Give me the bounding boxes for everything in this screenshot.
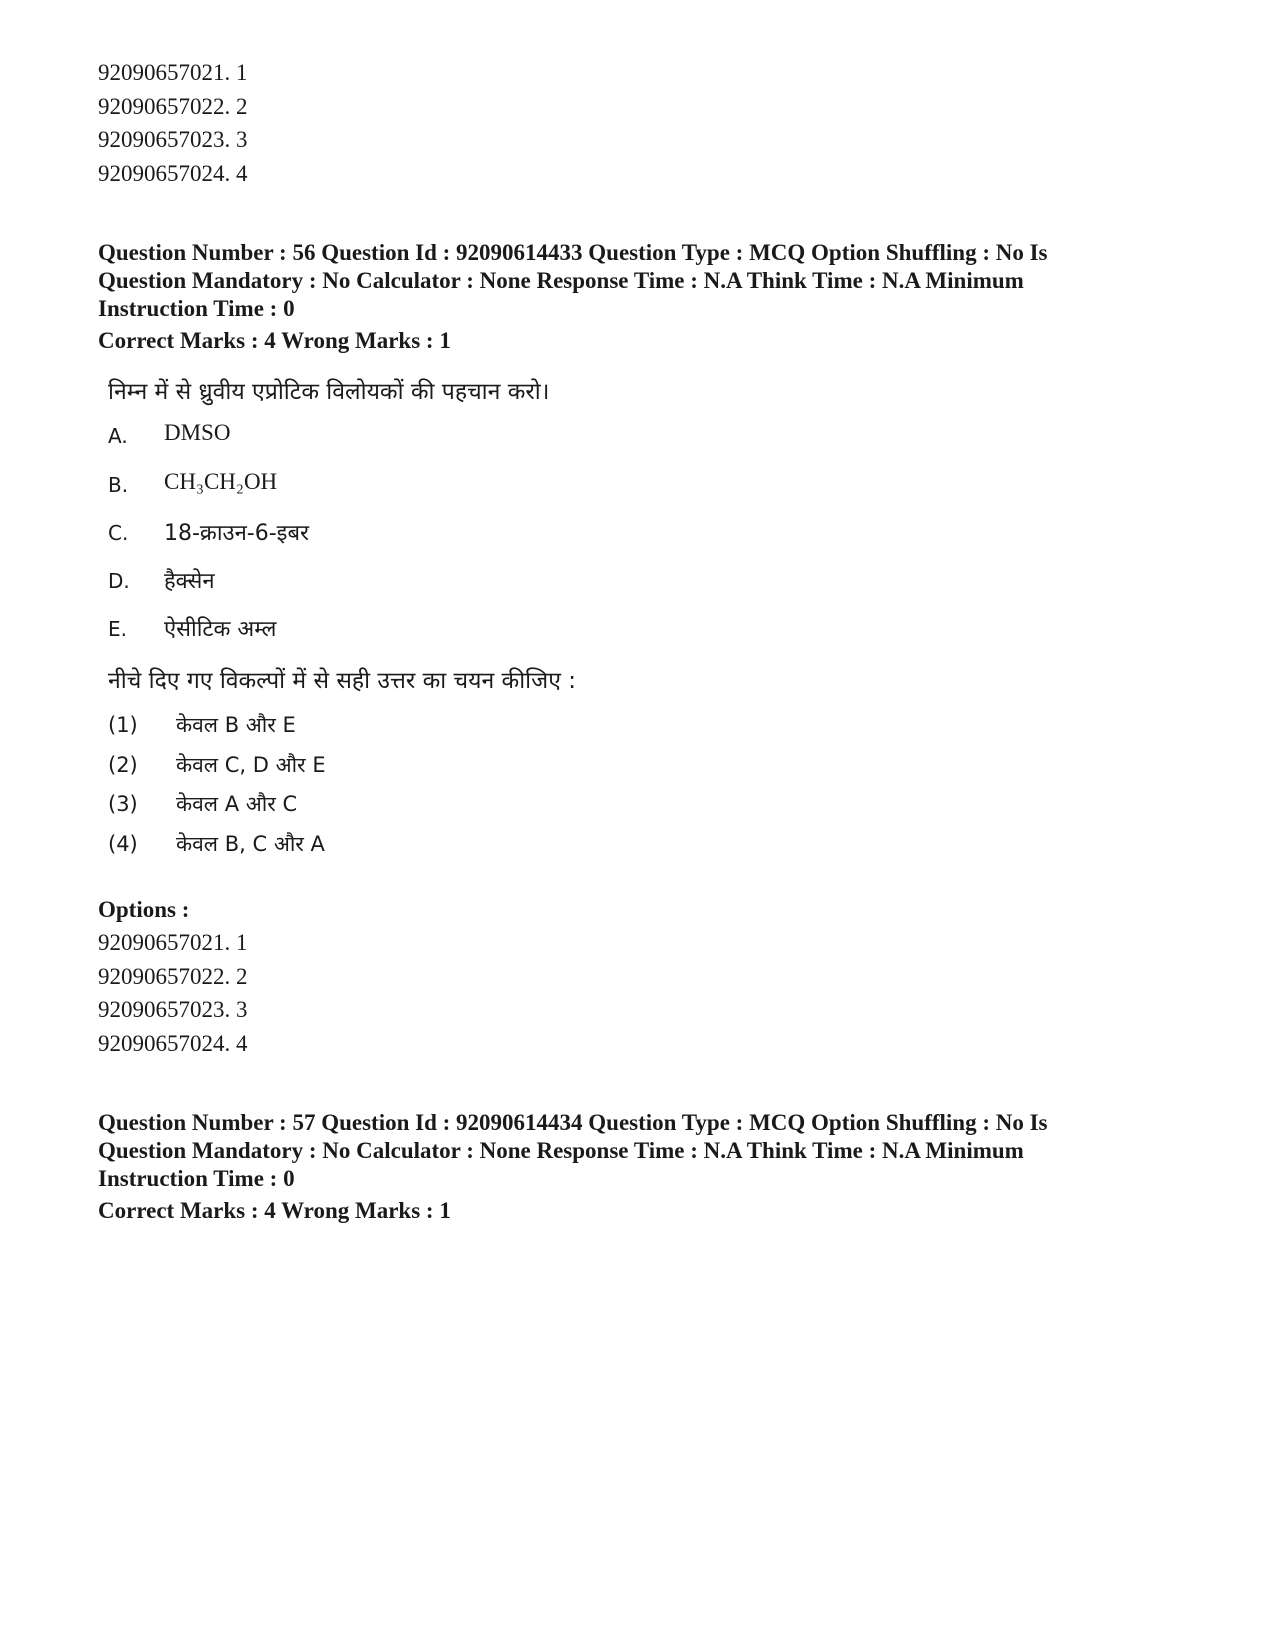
- option-line: 92090657021. 1: [98, 60, 248, 85]
- choice-number: (3): [108, 792, 138, 816]
- choice-text: केवल B, C और A: [176, 832, 325, 856]
- choice-number: (4): [108, 832, 138, 856]
- options-label: Options :: [98, 897, 190, 922]
- question-header-line: Question Number : 56 Question Id : 92090614433 Question Type : MCQ Option Shuffling : No Is: [98, 240, 1048, 265]
- statement-text: CH₃CH₂OH: [164, 469, 278, 494]
- question-57-header: [98, 1109, 1198, 1193]
- statement-letter: E.: [108, 617, 127, 641]
- question-header-line: Instruction Time : 0: [98, 296, 295, 321]
- question-56-header: [98, 239, 1198, 323]
- question-56-marks: Correct Marks : 4 Wrong Marks : 1: [98, 328, 451, 353]
- statement-text: हैक्सेन: [164, 569, 215, 594]
- statement-text: DMSO: [164, 420, 231, 445]
- question-header-line: Instruction Time : 0: [98, 1166, 295, 1191]
- question-header-line: Question Number : 57 Question Id : 92090614434 Question Type : MCQ Option Shuffling : No Is: [98, 1110, 1048, 1135]
- choice-text: केवल A और C: [176, 792, 298, 816]
- choice-number: (1): [108, 713, 138, 737]
- option-line: 92090657021. 1: [98, 930, 248, 955]
- question-header-line: Question Mandatory : No Calculator : None Response Time : N.A Think Time : N.A Minimum: [98, 268, 1024, 293]
- option-line: 92090657024. 4: [98, 1031, 248, 1056]
- statement-letter: B.: [108, 473, 129, 497]
- option-line: 92090657024. 4: [98, 161, 248, 186]
- question-header-line: Question Mandatory : No Calculator : None Response Time : N.A Think Time : N.A Minimum: [98, 1138, 1024, 1163]
- question-56-instruction: नीचे दिए गए विकल्पों में से सही उत्तर का चयन कीजिए :: [108, 668, 576, 694]
- choice-number: (2): [108, 753, 138, 777]
- statement-letter: C.: [108, 521, 129, 545]
- option-line: 92090657023. 3: [98, 997, 248, 1022]
- statement-text: 18-क्राउन-6-इबर: [164, 521, 310, 546]
- statement-text: ऐसीटिक अम्ल: [164, 617, 277, 642]
- question-57-marks: Correct Marks : 4 Wrong Marks : 1: [98, 1198, 451, 1223]
- option-line: 92090657023. 3: [98, 127, 248, 152]
- question-56-text: निम्न में से ध्रुवीय एप्रोटिक विलोयकों की पहचान करो।: [108, 379, 550, 405]
- choice-text: केवल C, D और E: [176, 753, 326, 777]
- statement-letter: A.: [108, 424, 128, 448]
- option-line: 92090657022. 2: [98, 94, 248, 119]
- choice-text: केवल B और E: [176, 713, 296, 737]
- statement-letter: D.: [108, 569, 130, 593]
- option-line: 92090657022. 2: [98, 964, 248, 989]
